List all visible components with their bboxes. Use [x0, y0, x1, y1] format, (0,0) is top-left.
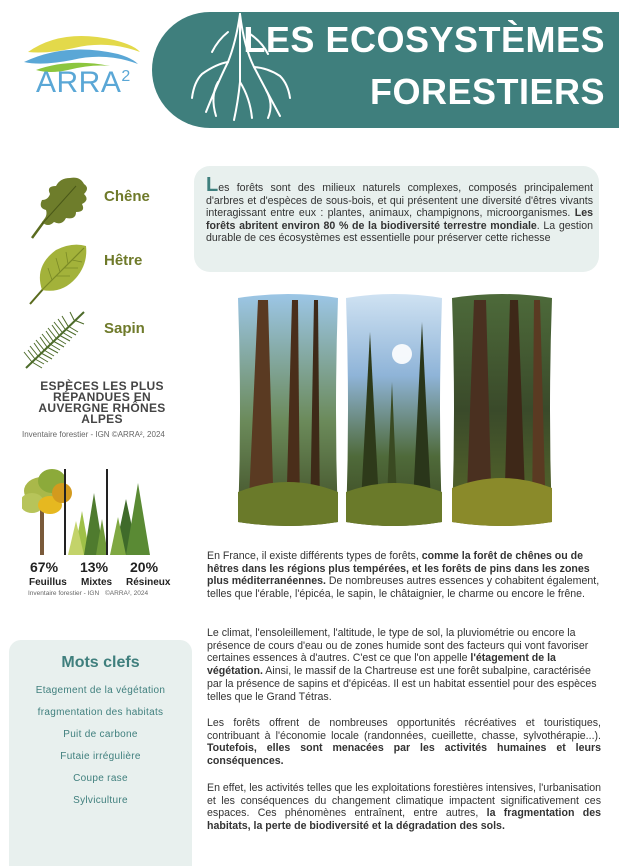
fir-branch-icon [22, 306, 92, 372]
species-source: Inventaire forestier - IGN ©ARRA², 2024 [22, 430, 165, 439]
paragraph-3: Les forêts offrent de nombreuses opportunités récréatives et touristiques, contribuant à l'économie locale (randonnées, cueillette, chasse, sylvothérapie...). Toutefois, elles sont menacées par les activités humaines et leurs conséquences. [207, 717, 601, 768]
stat-pct-resineux: 20% [130, 559, 159, 575]
stat-pct-mixtes: 13% [80, 559, 109, 575]
stat-pct-feuillus: 67% [30, 559, 59, 575]
forest-types-illustration [22, 463, 152, 555]
stat-label-resineux: Résineux [126, 577, 171, 588]
paragraph-1: En France, il existe différents types de forêts, comme la forêt de chênes ou de hêtres dans les régions plus tempérées, et les forêts de pins dans les zones plus méditerranéennes. De nombreuses autres essences y cohabitent également, telles que l'érable, l'épicéa, le sapin, le châtaignier, le charme ou encore le frêne. [207, 550, 600, 601]
stat-label-feuillus: Feuillus [29, 577, 67, 588]
keywords-box [9, 640, 192, 866]
intro-box [194, 166, 599, 272]
keyword-item: Puit de carbone [63, 729, 138, 740]
keyword-item: Etagement de la végétation [35, 685, 166, 696]
oak-leaf-icon [26, 172, 92, 242]
keywords-title: Mots clefs [61, 654, 140, 671]
paragraph-2: Le climat, l'ensoleillement, l'altitude, le type de sol, la pluviométrie ou encore la présence de cours d'eau ou de zones humide sont des facteurs qui vont favoriser certaines essences à d'autres. C'est ce que l'on appelle l'étagement de la végétation. Ainsi, le massif de la Chartreuse est une forêt subalpine, caractérisée par la présence de sapins et d'épicéas. Il est un habitat essentiel pour des espèces telles que le Grand Tétras. [207, 627, 597, 703]
stat-label-mixtes: Mixtes [81, 577, 113, 588]
paragraph-4: En effet, les activités telles que les exploitations forestières intensives, l'urbanisation et les conséquences du changement climatique impactent significativement ces espaces. Ces phénomènes entraînent, entre autres, la fragmentation des habitats, la perte de biodiversité et la dégradation des sols. [207, 782, 602, 833]
beech-leaf-icon [26, 240, 92, 306]
species-label-chene: Chêne [104, 188, 150, 205]
keyword-item: Sylviculture [73, 795, 128, 806]
keyword-item: Futaie irrégulière [60, 751, 141, 762]
page-title: LES ECOSYSTÈMES FORESTIERS [243, 19, 605, 112]
stats-source-right: ©ARRA², 2024 [105, 590, 149, 597]
species-label-sapin: Sapin [104, 320, 145, 337]
intro-text: Les forêts sont des milieux naturels complexes, composés principalement d'arbres et d'espèces de sous-bois, et qui présentent une diversité d'êtres vivants interagissant entre eux : plantes, animaux, champignons, microorganismes. Les forêts abritent environ 80 % de la biodiversité terrestre mondiale. La gestion durable de ces écosystèmes est essentielle pour préserver cette richesse [206, 174, 593, 245]
keyword-item: Coupe rase [73, 773, 128, 784]
keyword-item: fragmentation des habitats [37, 707, 164, 718]
stats-source-left: Inventaire forestier - IGN [28, 590, 100, 597]
species-label-hetre: Hêtre [104, 252, 143, 269]
forest-photos [234, 292, 558, 528]
species-heading: ESPÈCES LES PLUS RÉPANDUES EN AUVERGNE RHÔNES ALPES [38, 379, 166, 426]
logo-text: ARRA$^2$ [36, 66, 131, 99]
